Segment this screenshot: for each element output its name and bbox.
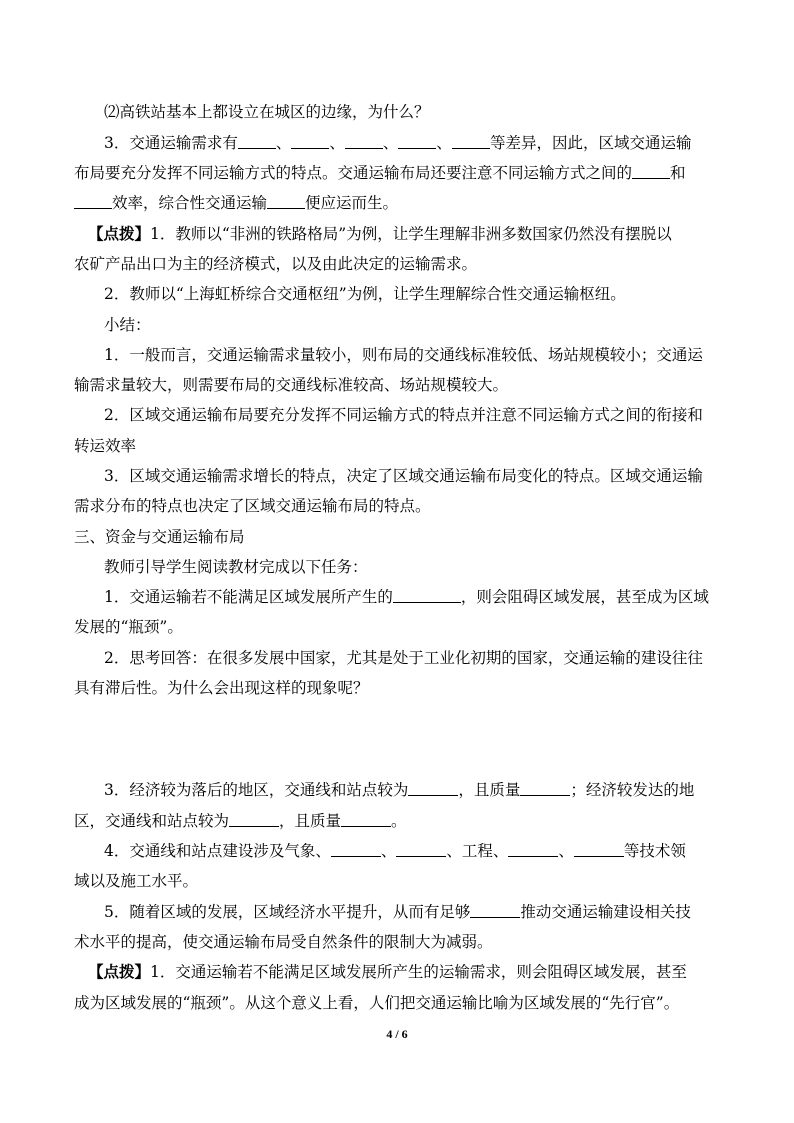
text: 4．交通线和站点建设涉及气象、 [104, 842, 331, 860]
text: 等技术领 [623, 842, 686, 860]
blank-field[interactable] [291, 133, 329, 149]
text: 发展的“瓶颈”。 [74, 618, 183, 636]
blank-field[interactable] [396, 841, 446, 857]
tip-label: 【点拨】 [88, 224, 151, 243]
summary-3-line-1 [104, 466, 756, 486]
text: 1．交通运输若不能满足区域发展所产生的 [104, 588, 393, 606]
text: 1．一般而言，交通运输需求量较小，则布局的交通线标准较低、场站规模较小；交通运 [104, 346, 703, 364]
text: 、 [329, 134, 345, 152]
tip-label: 【点拨】 [88, 962, 151, 981]
text: 、 [275, 134, 292, 152]
item-3-line-2 [74, 163, 726, 183]
text: 便应运而生。 [305, 194, 399, 212]
text: 具有滞后性。为什么会出现这样的现象呢？ [74, 679, 369, 697]
task-5-line-2 [74, 932, 726, 952]
text: 需求分布的特点也决定了区域交通运输布局的特点。 [74, 497, 431, 515]
task-4-line-1 [104, 841, 756, 861]
task-intro [104, 557, 756, 577]
blank-field[interactable] [520, 780, 570, 796]
text: 布局要充分发挥不同运输方式的特点。交通运输布局还要注意不同运输方式之间的 [74, 164, 633, 182]
blank-field[interactable] [74, 193, 112, 209]
summary-2-line-2 [74, 436, 726, 456]
text: ，且质量 [279, 812, 342, 830]
section-heading [74, 527, 726, 547]
blank-field[interactable] [398, 133, 436, 149]
item-3-line-1 [104, 133, 756, 153]
summary-1-line-2 [74, 375, 726, 395]
summary-heading [104, 315, 756, 335]
blank-field[interactable] [238, 133, 276, 149]
blank-field[interactable] [452, 133, 490, 149]
text: 2．区域交通运输布局要充分发挥不同运输方式的特点并注意不同运输方式之间的衔接和 [104, 406, 703, 424]
text: ⑵高铁站基本上都设立在城区的边缘，为什么？ [104, 103, 430, 121]
text: 1．教师以“非洲的铁路格局”为例，让学生理解非洲多数国家仍然没有摆脱以 [150, 225, 672, 243]
blank-field[interactable] [470, 902, 520, 918]
text: 、 [436, 134, 452, 152]
tip-2-line [104, 284, 756, 304]
text: 3．交通运输需求有 [104, 134, 238, 152]
blank-field[interactable] [393, 587, 461, 603]
text: 1．交通运输若不能满足区域发展所产生的运输需求，则会阻碍区域发展，甚至 [150, 963, 687, 981]
text: 和 [670, 164, 686, 182]
summary-3-line-2 [74, 496, 726, 516]
blank-field[interactable] [632, 163, 670, 179]
text: 教师引导学生阅读教材完成以下任务： [104, 558, 368, 576]
task-2-line-2 [74, 678, 726, 698]
text: 、 [558, 842, 574, 860]
text: ，则会阻碍区域发展，甚至成为区域 [460, 588, 709, 606]
task-3-line-2 [74, 811, 726, 831]
text: 三、资金与交通运输布局 [74, 528, 245, 546]
text: 农矿产品出口为主的经济模式，以及由此决定的运输需求。 [74, 255, 478, 273]
text: 区，交通线和站点较为 [74, 812, 230, 830]
item-3-line-3 [74, 193, 726, 213]
text: ，且质量 [458, 781, 521, 799]
text: 小结： [104, 316, 151, 334]
blank-field[interactable] [574, 841, 624, 857]
task-1-line-2 [74, 617, 726, 637]
tip-1-line-1 [88, 224, 740, 244]
text: 3．区域交通运输需求增长的特点，决定了区域交通运输布局变化的特点。区域交通运输 [104, 467, 703, 485]
task-2-line-1 [104, 648, 756, 668]
question-2-line [104, 102, 756, 122]
text: 2．教师以“上海虹桥综合交通枢纽”为例，让学生理解综合性交通运输枢纽。 [104, 285, 626, 303]
text: 推动交通运输建设相关技 [520, 903, 691, 921]
task-5-line-1 [104, 902, 756, 922]
text: 3．经济较为落后的地区，交通线和站点较为 [104, 781, 409, 799]
blank-field[interactable] [331, 841, 381, 857]
text: 效率，综合性交通运输 [112, 194, 268, 212]
task-4-line-2 [74, 871, 726, 891]
text: 成为区域发展的“瓶颈”。从这个意义上看，人们把交通运输比喻为区域发展的“先行官”。 [74, 994, 680, 1012]
task-1-line-1 [104, 587, 756, 607]
tip-1-line-2 [74, 254, 726, 274]
text: 、 [382, 134, 399, 152]
text: 、工程、 [446, 842, 509, 860]
blank-field[interactable] [345, 133, 383, 149]
text: 。 [391, 812, 407, 830]
tip-3-line-2 [74, 993, 726, 1013]
text: 5．随着区域的发展，区域经济水平提升，从而有足够 [104, 903, 471, 921]
text: 等差异，因此，区域交通运输 [489, 134, 692, 152]
blank-field[interactable] [341, 811, 391, 827]
blank-field[interactable] [508, 841, 558, 857]
blank-field[interactable] [229, 811, 279, 827]
text: 术水平的提高，使交通运输布局受自然条件的限制大为减弱。 [74, 933, 493, 951]
blank-field[interactable] [267, 193, 305, 209]
blank-field[interactable] [408, 780, 458, 796]
text: 、 [380, 842, 397, 860]
text: 域以及施工水平。 [74, 872, 199, 890]
text: 输需求量较大，则需要布局的交通线标准较高、场站规模较大。 [74, 376, 509, 394]
summary-1-line-1 [104, 345, 756, 365]
text: ；经济较发达的地 [570, 781, 695, 799]
text: 转运效率 [74, 437, 137, 455]
text: 2．思考回答：在很多发展中国家，尤其是处于工业化初期的国家，交通运输的建设往往 [104, 649, 703, 667]
summary-2-line-1 [104, 405, 756, 425]
task-3-line-1 [104, 780, 756, 800]
tip-3-line-1 [88, 962, 740, 982]
page-number: 4 / 6 [386, 1027, 408, 1041]
